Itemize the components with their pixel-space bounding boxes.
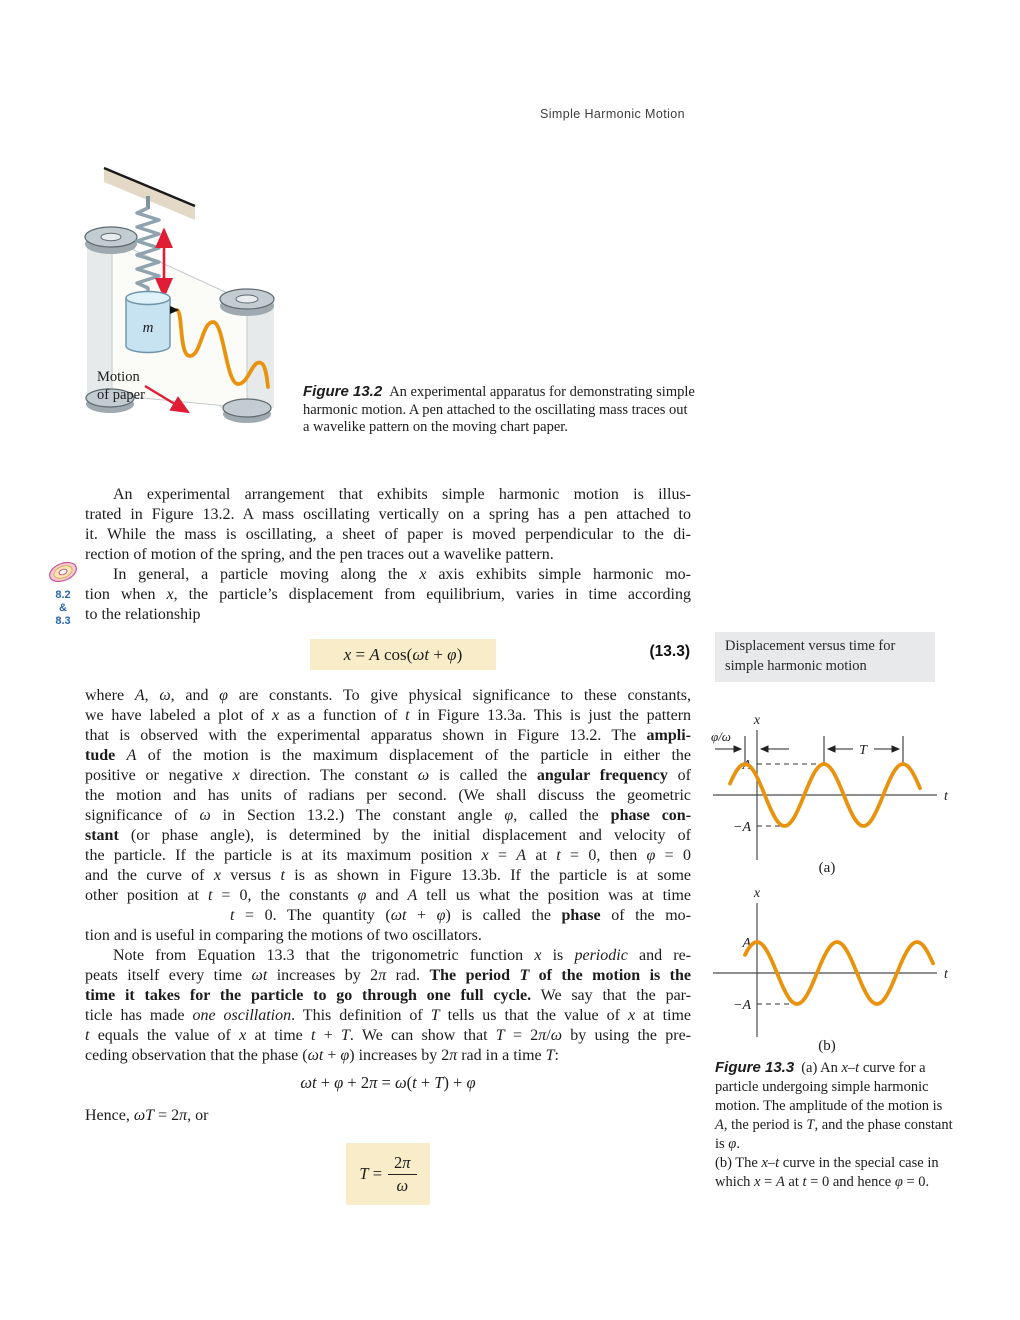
hence-line: Hence, ωT = 2π, or	[85, 1107, 209, 1124]
paragraph-3: where A, ω, and φ are constants. To give physical significance to these constants, we have labeled a plot of x as a function of t in Figure 13.3a. This is just the pattern that is observed with the experimental apparatus shown in Figure 13.2. The ampli- tude A of the motion is the maximum displacement of the particle in either the positive or negative x direction. The constant ω is called the angular frequency of the motion and has units of radians per second. (We shall discuss the geometric significance of ω in Section 13.2.) The constant angle φ, called the phase con- stant (or phase angle), is determined by the initial displacement and velocity of the particle. If the particle is at its maximum position x = A at t = 0, then φ = 0 and the curve of x versus t is as shown in Figure 13.3b. If the particle is at some other position at t = 0, the constants φ and A tell us what the position was at time t = 0. The quantity (ωt + φ) is called the phase of the mo- tion and is useful in comparing the motions of two oscillators.	[85, 687, 692, 944]
period-equation-fraction	[388, 1153, 417, 1196]
media-number-mid: &	[59, 602, 67, 614]
period-equation	[346, 1143, 430, 1205]
ceiling-surface	[104, 168, 195, 220]
media-marker	[44, 560, 82, 628]
margin-note: Displacement versus time for simple harmonic motion	[715, 632, 935, 682]
amp-label: A	[742, 758, 751, 773]
figure-13-3-caption-a-text: (a) An x–t curve for a particle undergoing simple harmonic motion. The amplitude of the motion is A, the period is T, and the phase constant is φ.	[715, 1060, 953, 1152]
equation-13-3: x = A cos(ωt + φ)	[310, 639, 496, 670]
paragraph-4: Note from Equation 13.3 that the trigonometric function x is periodic and re- peats itself every time ωt increases by 2π rad. The period T of the motion is the time it takes for the particle to go through one full cycle. We say that the par- ticle has made one oscillation. This definition of T tells us that the value of x at time t equals the value of x at time t + T. We can show that T = 2π/ω by using the pre- ceding observation that the phase (ωt + φ) increases by 2π rad in a time T:	[85, 947, 692, 1064]
period-equation-lhs: T =	[359, 1164, 383, 1183]
figure-13-3-label: Figure 13.3	[715, 1059, 795, 1076]
right-roller-bottom-disc	[223, 399, 271, 417]
motion-label-line1: Motion	[97, 369, 140, 385]
left-roller-top-hole	[101, 233, 121, 241]
phase-identity-equation: ωt + φ + 2π = ω(t + T) + φ	[300, 1073, 476, 1092]
period-label: T	[859, 743, 867, 758]
figure-13-3-caption-a	[715, 1058, 953, 1154]
fraction-denominator: ω	[388, 1174, 417, 1196]
sub-label-b: (b)	[818, 1038, 836, 1054]
figure-13-3-caption-b: (b) The x–t curve in the special case in which x = A at t = 0 and hence φ = 0.	[715, 1155, 939, 1190]
t-axis-label: t	[944, 789, 948, 804]
mass-top	[126, 292, 170, 305]
media-number-bot: 8.3	[55, 615, 71, 627]
right-roller-top-hole	[236, 295, 258, 303]
cd-icon	[46, 560, 80, 584]
apparatus-illustration	[75, 146, 335, 436]
y-axis-label: x	[753, 713, 761, 728]
figure-13-2-caption-text: An experimental apparatus for demonstrating simple harmonic motion. A pen attached to the oscillating mass traces out a wavelike pattern on the moving chart paper.	[303, 384, 695, 436]
fraction-numerator: 2π	[394, 1152, 411, 1172]
media-number-top: 8.2	[55, 589, 71, 601]
phase-offset-label: φ/ω	[711, 729, 731, 744]
figure-13-2-caption	[303, 383, 695, 437]
figure-13-2-label: Figure 13.2	[303, 383, 383, 400]
neg-amp-label: −A	[733, 998, 751, 1013]
t-axis-label: t	[944, 967, 948, 982]
mass-label: m	[142, 320, 154, 336]
equation-13-3-number: (13.3)	[649, 643, 690, 660]
y-axis-label: x	[753, 886, 761, 901]
figure-13-3-caption	[715, 1058, 953, 1192]
amp-label: A	[742, 936, 751, 951]
graph-a	[705, 700, 955, 878]
graph-b	[705, 885, 955, 1055]
paragraph-2: In general, a particle moving along the x axis exhibits simple harmonic mo- tion when x, the particle’s displacement from equilibrium, varies in time according to the relationship	[85, 566, 691, 623]
motion-label-line2: of paper	[97, 387, 145, 403]
neg-amp-label: −A	[733, 820, 751, 835]
running-head: Simple Harmonic Motion	[540, 107, 685, 121]
sub-label-a: (a)	[818, 860, 836, 876]
paragraph-1: An experimental arrangement that exhibits simple harmonic motion is illus- trated in Figure 13.2. A mass oscillating vertically on a spring has a pen attached to it. While the mass is oscillating, a sheet of paper is moved perpendicular to the di- rection of motion of the spring, and the pen traces out a wavelike pattern.	[85, 486, 691, 563]
